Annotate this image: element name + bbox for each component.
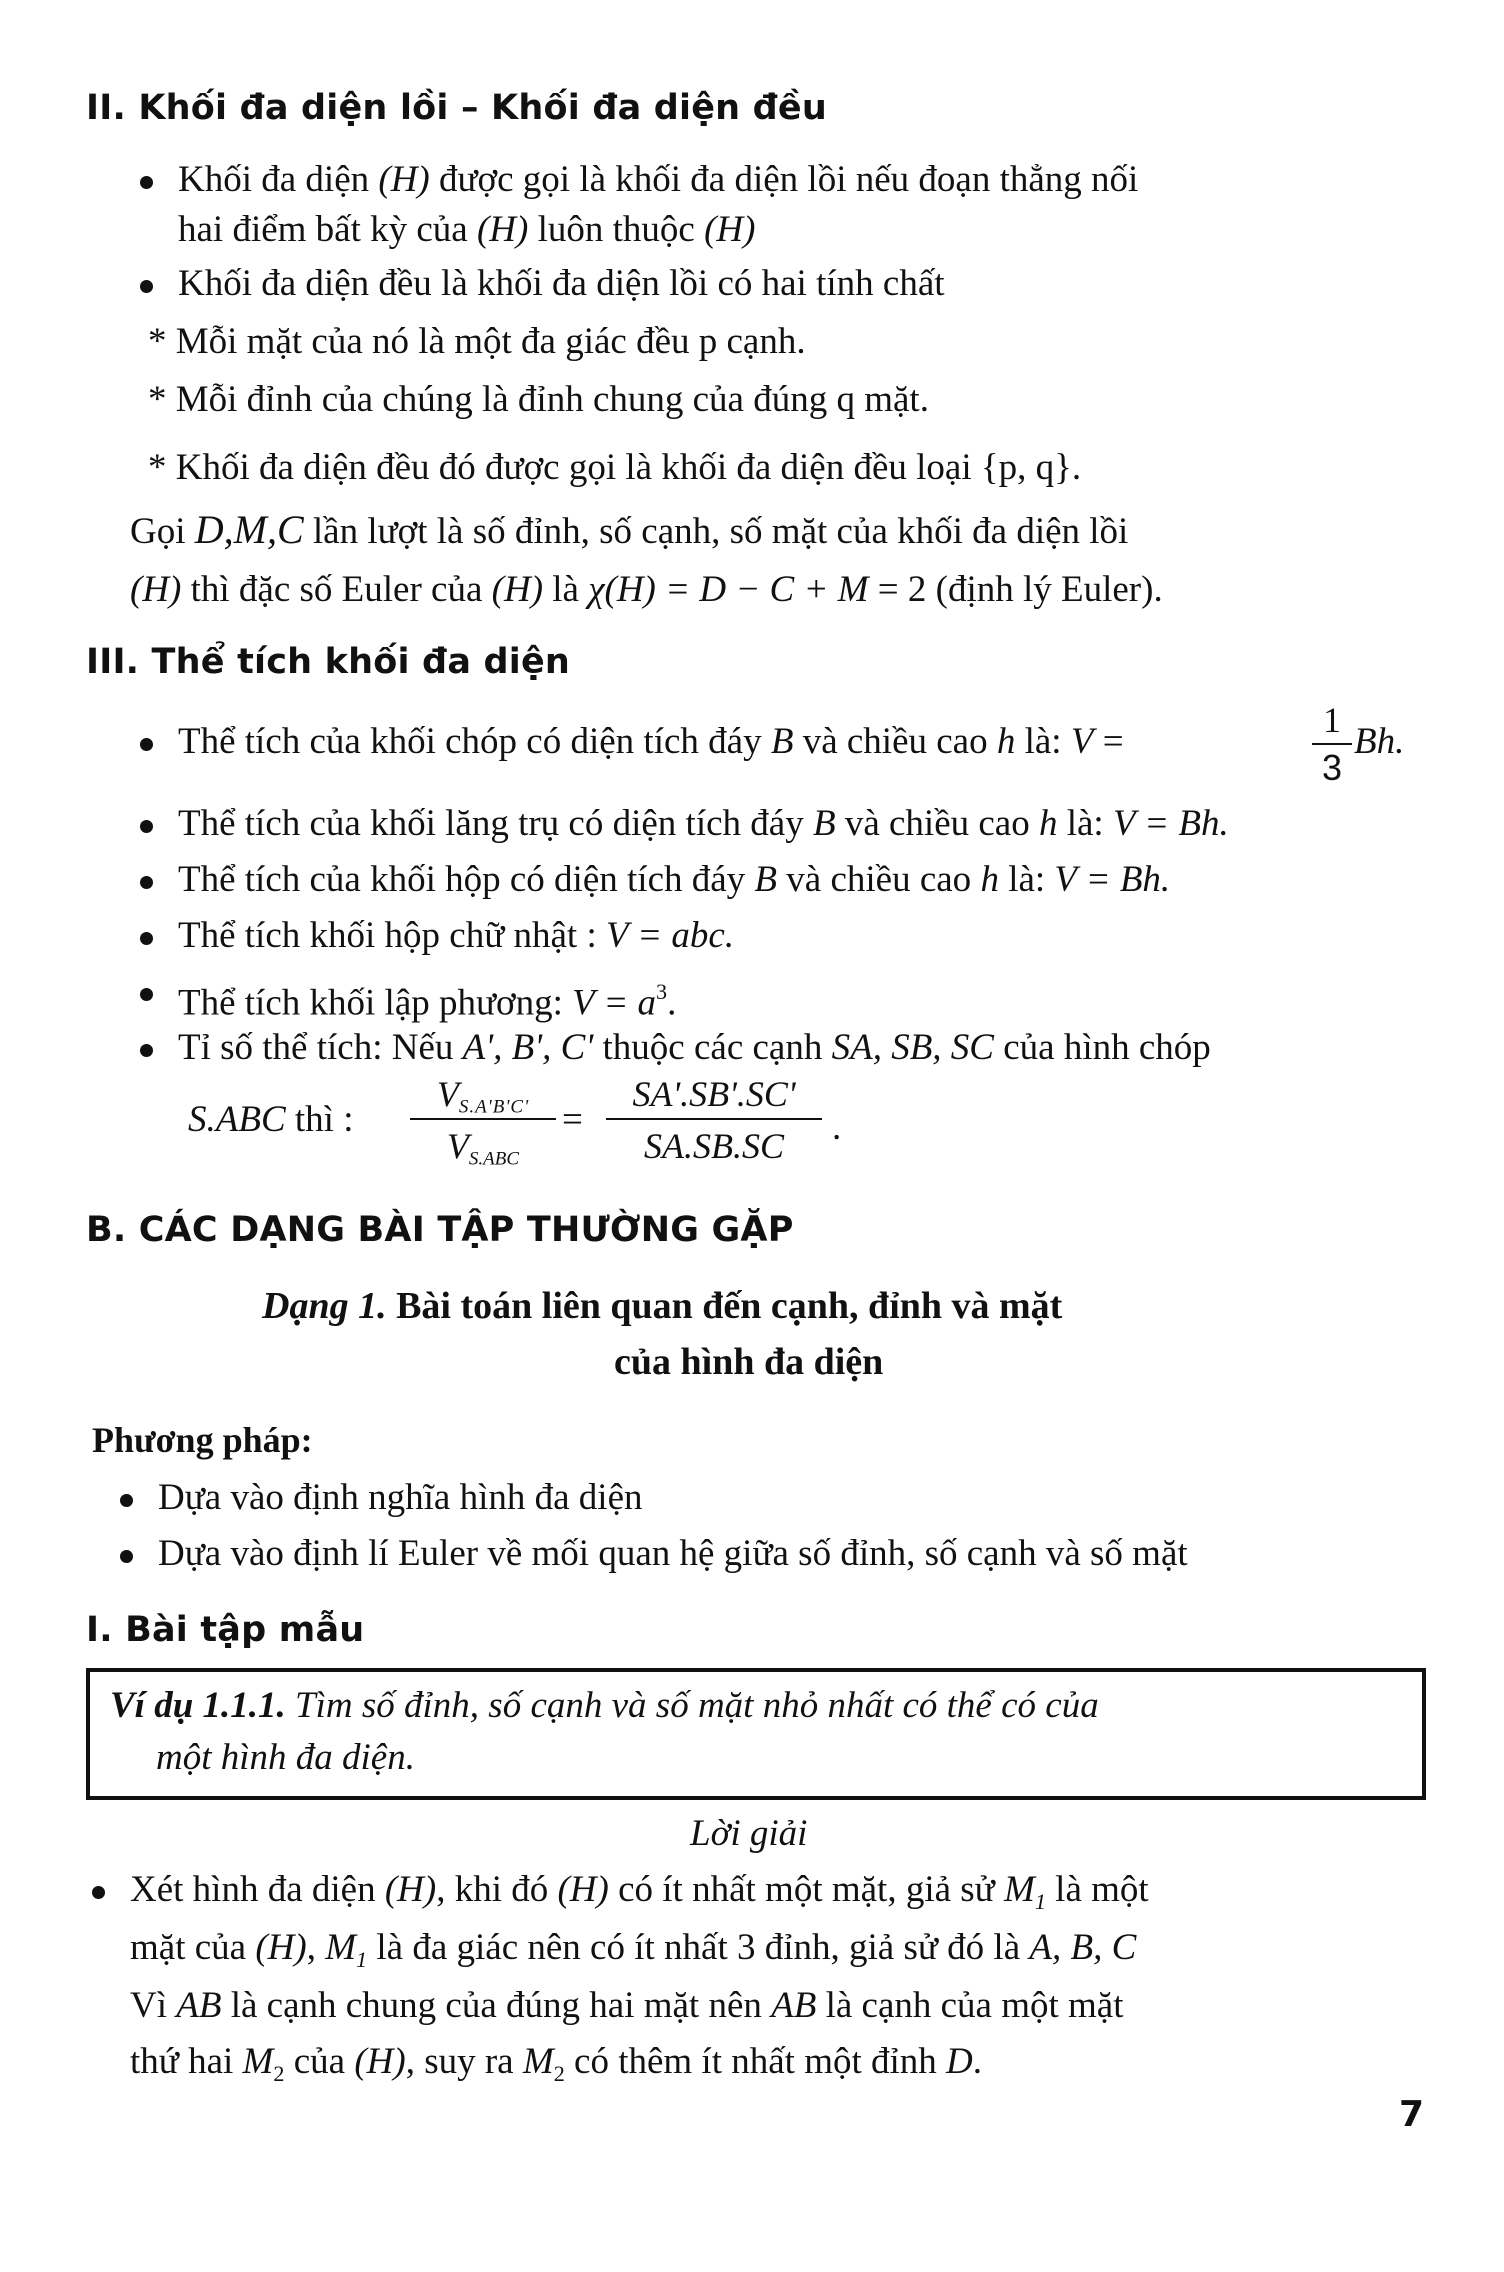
bullet-dot bbox=[140, 176, 153, 189]
section-2-heading: II. Khối đa diện lồi – Khối đa diện đều bbox=[86, 88, 827, 128]
text-line: Thể tích của khối hộp có diện tích đáy B và chiều cao h là: V = Bh. bbox=[178, 859, 1171, 900]
text-line: * Mỗi mặt của nó là một đa giác đều p cạnh. bbox=[148, 321, 806, 362]
text-line: Thể tích khối lập phương: $V = a^3$. bbox=[178, 979, 677, 1024]
text-line: * Mỗi đỉnh của chúng là đỉnh chung của đúng q mặt. bbox=[148, 379, 929, 420]
bullet-dot bbox=[140, 280, 153, 293]
bullet-dot bbox=[120, 1494, 133, 1507]
bullet-dot bbox=[92, 1886, 105, 1899]
text-line: Dựa vào định nghĩa hình đa diện bbox=[158, 1477, 643, 1518]
ratio-left-denominator: $V_{S.ABC}$ bbox=[446, 1126, 520, 1170]
bullet-dot bbox=[140, 738, 153, 751]
text-line: Xét hình đa diện (H), khi đó (H) có ít nhất một mặt, giả sử $M_1$ là một bbox=[130, 1869, 1149, 1914]
ratio-left-numerator: $V_{S.A'B'C'}$ bbox=[436, 1074, 530, 1118]
bullet-dot bbox=[140, 1044, 153, 1057]
ratio-formula-lead: S.ABC thì : bbox=[188, 1099, 354, 1140]
dang-title-line-1: Dạng 1. Bài toán liên quan đến cạnh, đỉnh và mặt bbox=[262, 1285, 1063, 1327]
ratio-end-period: . bbox=[832, 1107, 842, 1148]
sample-exercises-heading: I. Bài tập mẫu bbox=[86, 1610, 365, 1650]
bullet-dot bbox=[140, 988, 153, 1001]
page-number: 7 bbox=[1398, 2094, 1424, 2135]
bullet-dot bbox=[140, 932, 153, 945]
solution-heading: Lời giải bbox=[690, 1813, 808, 1854]
bullet-dot bbox=[120, 1550, 133, 1563]
ratio-equals: = bbox=[562, 1099, 583, 1140]
text-line: Bh. bbox=[1354, 721, 1405, 762]
text-line: Thể tích khối hộp chữ nhật : V = abc. bbox=[178, 915, 735, 956]
text-line: * Khối đa diện đều đó được gọi là khối đa diện đều loại {p, q}. bbox=[148, 447, 1082, 488]
text-line: Khối đa diện đều là khối đa diện lồi có hai tính chất bbox=[178, 263, 945, 304]
example-line-1: Ví dụ 1.1.1. Tìm số đỉnh, số cạnh và số mặt nhỏ nhất có thể có của bbox=[110, 1685, 1099, 1726]
fraction-bar bbox=[410, 1118, 556, 1120]
ratio-right-numerator: SA'.SB'.SC' bbox=[632, 1074, 796, 1114]
ratio-right-denominator: SA.SB.SC bbox=[644, 1126, 784, 1166]
text-line: (H) thì đặc số Euler của (H) là χ(H) = D − C + M = 2 (định lý Euler). bbox=[130, 569, 1163, 610]
fraction-bar bbox=[606, 1118, 822, 1120]
text-line: mặt của (H), $M_1$ là đa giác nên có ít nhất 3 đỉnh, giả sử đó là A, B, C bbox=[130, 1927, 1137, 1972]
text-line: Thể tích của khối lăng trụ có diện tích đáy B và chiều cao h là: V = Bh. bbox=[178, 803, 1229, 844]
fraction-bar bbox=[1312, 743, 1352, 745]
bullet-dot bbox=[140, 876, 153, 889]
part-b-heading: B. CÁC DẠNG BÀI TẬP THƯỜNG GẶP bbox=[86, 1210, 794, 1250]
fraction-numerator: 1 bbox=[1323, 700, 1341, 740]
text-line: Vì AB là cạnh chung của đúng hai mặt nên AB là cạnh của một mặt bbox=[130, 1985, 1124, 2026]
text-line: Dựa vào định lí Euler về mối quan hệ giữa số đỉnh, số cạnh và số mặt bbox=[158, 1533, 1188, 1574]
section-3-heading: III. Thể tích khối đa diện bbox=[86, 642, 571, 682]
example-line-2: một hình đa diện. bbox=[156, 1737, 415, 1778]
text-line: Tỉ số thể tích: Nếu A', B', C' thuộc các cạnh SA, SB, SC của hình chóp bbox=[178, 1027, 1211, 1068]
fraction-denominator: 3 bbox=[1321, 747, 1343, 788]
text-line: thứ hai $M_2$ của (H), suy ra $M_2$ có thêm ít nhất một đỉnh D. bbox=[130, 2041, 983, 2086]
text-line: Khối đa diện (H) được gọi là khối đa diện lồi nếu đoạn thẳng nối bbox=[178, 159, 1139, 200]
text-line: Thể tích của khối chóp có diện tích đáy B và chiều cao h là: V = bbox=[178, 721, 1124, 762]
text-line: hai điểm bất kỳ của (H) luôn thuộc (H) bbox=[178, 209, 756, 250]
dang-title-line-2: của hình đa diện bbox=[614, 1341, 884, 1383]
method-heading: Phương pháp: bbox=[92, 1420, 313, 1460]
bullet-dot bbox=[140, 820, 153, 833]
text-line: Gọi D,M,C lần lượt là số đỉnh, số cạnh, số mặt của khối đa diện lồi bbox=[130, 507, 1129, 552]
